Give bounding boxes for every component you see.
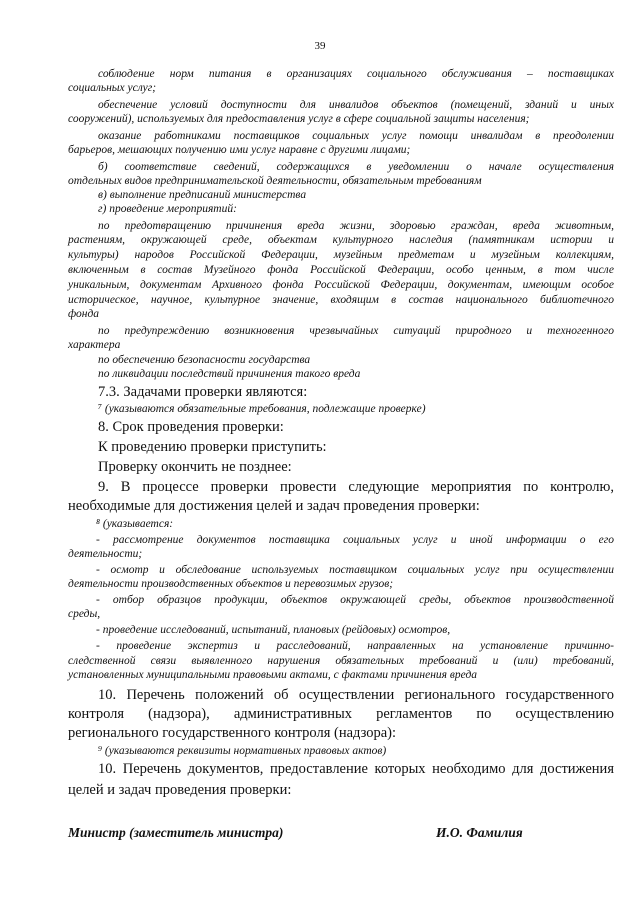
text-line: деятельности; <box>68 548 143 560</box>
text-line: деятельности производственных объектов и перевозимых грузов; <box>68 578 394 590</box>
signature-name: И.О. Фамилия <box>436 825 523 840</box>
text-line: - отбор образцов продукции, объектов окружающей среды, объектов производственной <box>96 594 614 606</box>
text-line: следственной связи выявленного нарушения обязательных требований и (или) требований, <box>68 655 614 667</box>
text-line: барьеров, мешающих получению ими услуг наравне с другими лицами; <box>68 144 411 156</box>
text-line: среды, <box>68 608 101 620</box>
text-line: - проведение экспертиз и расследований, направленных на установление причинно- <box>96 640 614 652</box>
text-line: сооружений), используемых для предоставления услуг в сфере социальной защиты населения; <box>68 113 530 125</box>
text-line: - осмотр и обследование используемых поставщиком социальных услуг при осуществлении <box>96 564 614 576</box>
text-line: обеспечение условий доступности для инвалидов объектов (помещений, зданий и иных <box>98 99 614 111</box>
text-line: по обеспечению безопасности государства <box>98 354 311 366</box>
section-heading: 10. Перечень документов, предоставление которых необходимо для достижения <box>98 761 614 777</box>
text-line: отдельных видов предпринимательской деятельности, обязательным требованиям <box>68 175 482 187</box>
text-line: по предупреждению возникновения чрезвычайных ситуаций природного и техногенного <box>98 325 614 337</box>
section-heading: 8. Срок проведения проверки: <box>98 419 284 435</box>
text-line: в) выполнение предписаний министерства <box>98 189 307 201</box>
text-line: социальных услуг; <box>68 82 157 94</box>
footnote-line: ⁹ (указываются реквизиты нормативных правовых актов) <box>98 745 387 757</box>
text-line: историческое, научное, культурное значение, входящим в состав национального библиотечного <box>68 294 614 306</box>
text-line: целей и задач проведения проверки: <box>68 782 292 798</box>
text-line: включенным в состав Музейного фонда Российской Федерации, особо ценным, в том числе <box>68 264 614 276</box>
text-line: г) проведение мероприятий: <box>98 203 237 215</box>
footnote-line: ⁸ (указывается: <box>96 518 174 530</box>
text-line: растениям, окружающей среде, объектам культурного наследия (памятникам истории и <box>68 234 614 246</box>
text-line: Проверку окончить не позднее: <box>98 459 292 475</box>
text-line: - рассмотрение документов поставщика социальных услуг и иной информации о его <box>96 534 614 546</box>
section-heading: 9. В процессе проверки провести следующие мероприятия по контролю, <box>98 479 614 495</box>
text-line: культуры) народов Российской Федерации, музейным предметам и музейным коллекциям, <box>68 249 614 261</box>
section-heading: 10. Перечень положений об осуществлении регионального государственного <box>98 687 614 703</box>
text-line: фонда <box>68 308 100 320</box>
text-line: уникальным, документам Архивного фонда Российской Федерации, документам, имеющим особое <box>68 279 614 291</box>
text-line: соблюдение норм питания в организациях социального обслуживания – поставщиках <box>98 68 614 80</box>
text-line: контроля (надзора), административных регламентов по осуществлению <box>68 706 614 722</box>
text-line: характера <box>68 339 121 351</box>
text-line: оказание работниками поставщиков социальных услуг помощи инвалидам в преодолении <box>98 130 614 142</box>
signature-position: Министр (заместитель министра) <box>68 825 284 840</box>
page-number: 39 <box>314 40 326 52</box>
footnote-line: ⁷ (указываются обязательные требования, подлежащие проверке) <box>98 403 426 415</box>
text-line: К проведению проверки приступить: <box>98 439 327 455</box>
text-line: б) соответствие сведений, содержащихся в уведомлении о начале осуществления <box>98 161 614 173</box>
text-line: по предотвращению причинения вреда жизни, здоровью граждан, вреда животным, <box>98 220 614 232</box>
text-line: установленных муниципальными правовыми актами, с фактами причинения вреда <box>68 669 478 681</box>
text-line: по ликвидации последствий причинения такого вреда <box>98 368 361 380</box>
text-line: регионального государственного контроля (надзора): <box>68 725 397 741</box>
text-line: - проведение исследований, испытаний, плановых (рейдовых) осмотров, <box>96 624 451 636</box>
section-heading: 7.3. Задачами проверки являются: <box>98 384 308 400</box>
text-line: необходимые для достижения целей и задач проведения проверки: <box>68 498 480 514</box>
